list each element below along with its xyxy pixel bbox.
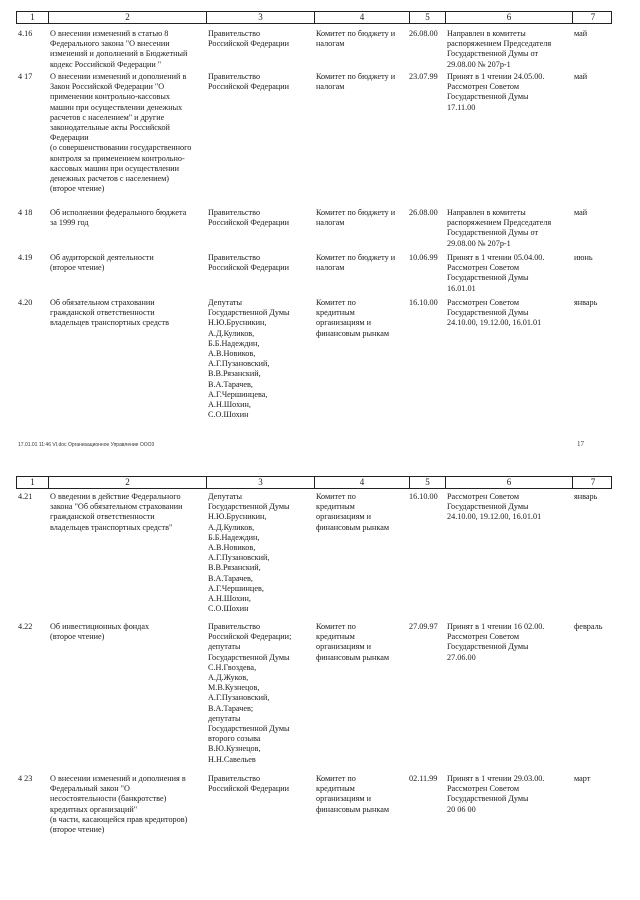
submission-date: 27.09.97 [409, 622, 438, 631]
initiator: Правительство Российской Федерации [208, 29, 290, 49]
column-header: 2 [125, 12, 130, 22]
column-header: 7 [590, 477, 596, 487]
bill-title: Об обязательном страховании гражданской ответственности владельцев транспортных средств [50, 298, 170, 328]
column-header: 7 [590, 12, 596, 22]
bill-title: Об исполнении федерального бюджета за 1999 год [50, 208, 187, 228]
planned-month: май [574, 29, 588, 38]
committee: Комитет по бюджету и налогам [316, 208, 396, 228]
bill-title: О внесении изменений в статью 8 Федерального закона "О внесении изменений и дополнений в Бюджетный кодекс Российской Федерации " [50, 29, 188, 69]
bill-status: Рассмотрен Советом Государственной Думы 24.10.00, 19.12.00, 16.01.01 [447, 492, 542, 522]
item-number: 4 23 [18, 774, 33, 783]
item-number: 4 17 [18, 72, 33, 81]
committee: Комитет по кредитным организациям и финансовым рынкам [316, 622, 390, 662]
item-number: 4.19 [18, 253, 33, 262]
submission-date: 16.10.00 [409, 298, 438, 307]
column-header: 5 [425, 12, 430, 22]
column-header: 4 [359, 477, 365, 487]
item-number: 4.21 [18, 492, 33, 501]
column-header: 3 [258, 477, 263, 487]
page-footer: 17.01.01 11:46 VI.doc Организационное Управление ООО3 [18, 442, 155, 448]
submission-date: 10.06.99 [409, 253, 438, 262]
item-number: 4 18 [18, 208, 33, 217]
planned-month: январь [574, 492, 598, 501]
committee: Комитет по бюджету и налогам [316, 253, 396, 273]
planned-month: май [574, 208, 588, 217]
submission-date: 26.08.00 [409, 29, 438, 38]
committee: Комитет по кредитным организациям и финансовым рынкам [316, 492, 390, 532]
column-header-row [16, 11, 612, 24]
bill-status: Направлен в комитеты распоряжением Председателя Государственной Думы от 29.08.00 № 207р-1 [447, 208, 552, 248]
initiator: Правительство Российской Федерации [208, 253, 290, 273]
item-number: 4.16 [18, 29, 33, 38]
committee: Комитет по кредитным организациям и финансовым рынкам [316, 298, 390, 338]
submission-date: 23.07.99 [409, 72, 438, 81]
initiator: Правительство Российской Федерации [208, 208, 290, 228]
bill-status: Принят в 1 чтении 29.03.00. Рассмотрен Советом Государственной Думы 20 06 00 [447, 774, 545, 814]
column-header: 4 [359, 12, 365, 22]
planned-month: февраль [574, 622, 603, 631]
column-header: 1 [30, 12, 35, 22]
bill-status: Направлен в комитеты распоряжением Председателя Государственной Думы от 29.08.00 № 207р-1 [447, 29, 552, 69]
submission-date: 16.10.00 [409, 492, 438, 501]
bill-status: Рассмотрен Советом Государственной Думы 24.10.00, 19.12.00, 16.01.01 [447, 298, 542, 328]
item-number: 4.20 [18, 298, 33, 307]
bill-status: Принят в 1 чтении 24.05.00. Рассмотрен Советом Государственной Думы 17.11.00 [447, 72, 545, 112]
submission-date: 02.11.99 [409, 774, 438, 783]
item-number: 4.22 [18, 622, 33, 631]
initiator: Правительство Российской Федерации; депутаты Государственной Думы С.Н.Гвоздева, А.Д.Жуков, М.В.Кузнецов, А.Г.Пузановский, В.А.Тарачев; депутаты Государственной Думы второго созыва В.Ю.Кузнецов, Н.Н.Савельев [208, 622, 292, 764]
bill-title: О внесении изменений и дополнения в Федеральный закон "О несостоятельности (банкротстве) кредитных организаций" (в части, касающейся прав кредиторов) (второе чтение) [50, 774, 188, 835]
planned-month: январь [574, 298, 598, 307]
submission-date: 26.08.00 [409, 208, 438, 217]
bill-title: Об инвестиционных фондах (второе чтение) [50, 622, 150, 642]
planned-month: май [574, 72, 588, 81]
column-header: 6 [506, 12, 512, 22]
bill-title: О внесении изменений и дополнений в Закон Российской Федерации "О применении контрольно-кассовых машин при осуществлении денежных расчетов с населением" и другие законодательные акты Российской Федерации (о совершенствовании государственного контроля за применением контрольно- кассовых машин при осуществлении денежных расчетов с населением) (второе чтение) [50, 72, 192, 194]
bill-status: Принят в 1 чтении 05.04.00. Рассмотрен Советом Государственной Думы 16.01.01 [447, 253, 545, 293]
column-header: 3 [258, 12, 263, 22]
committee: Комитет по кредитным организациям и финансовым рынкам [316, 774, 390, 814]
initiator: Правительство Российской Федерации [208, 72, 290, 92]
initiator: Депутаты Государственной Думы Н.Ю.Брусникин, А.Д.Куликов, Б.Б.Надеждин, А.В.Новиков, А.Г.Пузановский, В.В.Рязанский, В.А.Тарачев, А.Г.Чершинцев, А.Н.Шохин, С.О.Шохин [208, 492, 290, 614]
column-header: 6 [506, 477, 512, 487]
planned-month: июнь [574, 253, 593, 262]
initiator: Депутаты Государственной Думы Н.Ю.Брусникин, А.Д.Куликов, Б.Б.Надеждин, А.В.Новиков, А.Г.Пузановский, В.В.Рязанский, В.А.Тарачев, А.Г.Чершинцева, А.Н.Шохин, С.О.Шохин [208, 298, 290, 420]
bill-title: Об аудиторской деятельности (второе чтение) [50, 253, 154, 273]
page-number: 17 [577, 440, 584, 448]
column-header: 5 [425, 477, 430, 487]
planned-month: март [574, 774, 591, 783]
bill-status: Принят в 1 чтении 16 02.00. Рассмотрен Советом Государственной Думы 27.06.00 [447, 622, 545, 662]
committee: Комитет по бюджету и налогам [316, 29, 396, 49]
column-header-row [16, 476, 612, 489]
column-header: 1 [30, 477, 35, 487]
document-page-bottom [0, 476, 640, 900]
bill-title: О введении в действие Федерального закона "Об обязательном страховании гражданской ответственности владельцев транспортных средств" [50, 492, 183, 532]
committee: Комитет по бюджету и налогам [316, 72, 396, 92]
column-header: 2 [125, 477, 130, 487]
initiator: Правительство Российской Федерации [208, 774, 290, 794]
